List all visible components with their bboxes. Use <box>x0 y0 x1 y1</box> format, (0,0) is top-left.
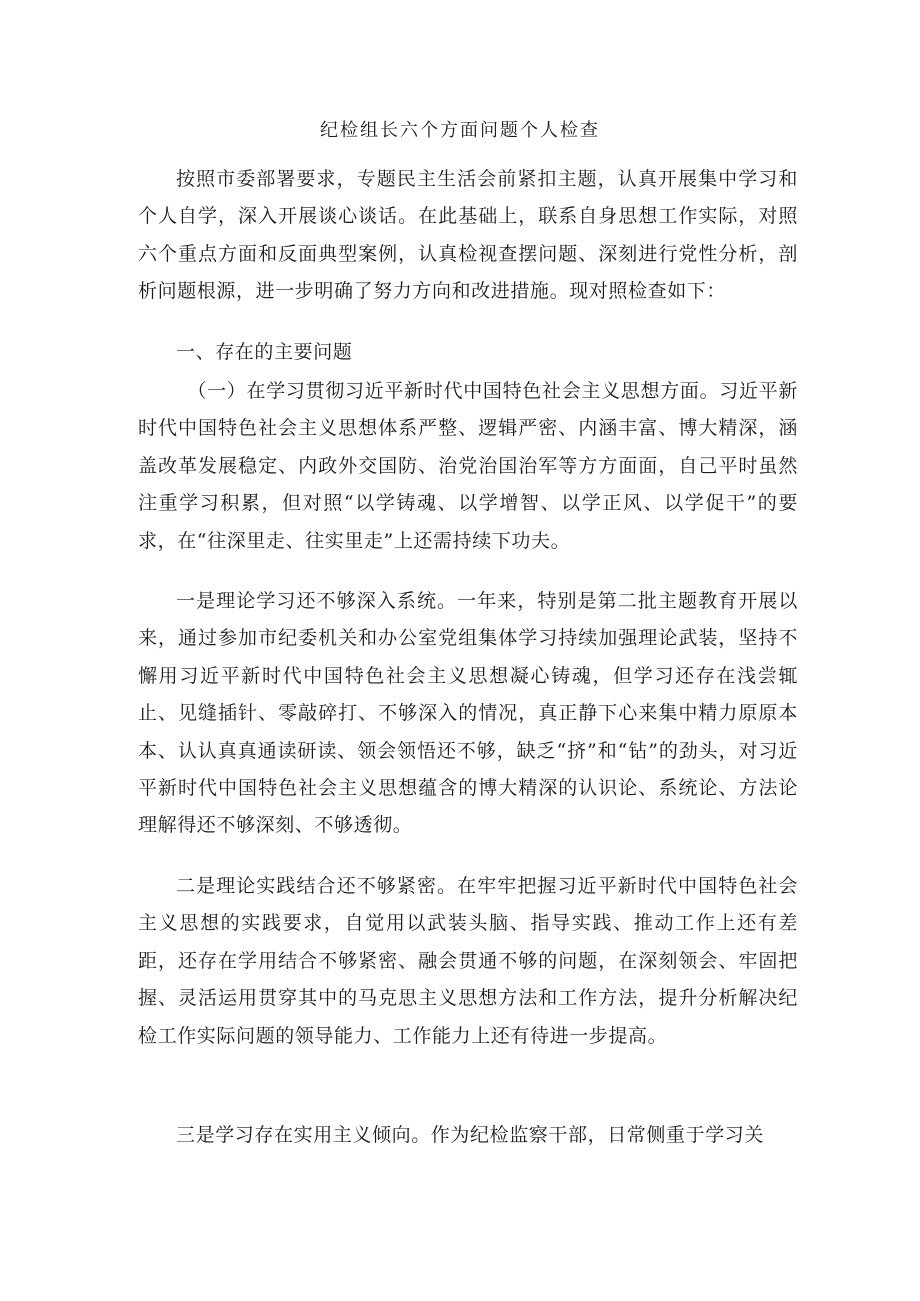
subsection-1-paragraph: （一）在学习贯彻习近平新时代中国特色社会主义思想方面。习近平新时代中国特色社会主义思想体系严整、逻辑严密、内涵丰富、博大精深，涵盖改革发展稳定、内政外交国防、治党治国治军等方方面面，自己平时虽然注重学习积累，但对照“以学铸魂、以学增智、以学正风、以学促干”的要求，在“往深里走、往实里走”上还需持续下功夫。 <box>138 380 798 552</box>
problem-1-paragraph: 一是理论学习还不够深入系统。一年来，特别是第二批主题教育开展以来，通过参加市纪委机关和办公室党组集体学习持续加强理论武装，坚持不懈用习近平新时代中国特色社会主义思想凝心铸魂，但学习还存在浅尝辄止、见缝插针、零敲碎打、不够深入的情况，真正静下心来集中精力原原本本、认认真真通读研读、领会领悟还不够，缺乏“挤”和“钻”的劲头，对习近平新时代中国特色社会主义思想蕴含的博大精深的认识论、系统论、方法论理解得还不够深刻、不够透彻。 <box>138 590 798 837</box>
intro-paragraph: 按照市委部署要求，专题民主生活会前紧扣主题，认真开展集中学习和个人自学，深入开展谈心谈话。在此基础上，联系自身思想工作实际，对照六个重点方面和反面典型案例，认真检视查摆问题、深刻进行党性分析，剖析问题根源，进一步明确了努力方向和改进措施。现对照检查如下： <box>138 168 798 303</box>
problem-3-paragraph: 三是学习存在实用主义倾向。作为纪检监察干部，日常侧重于学习关 <box>176 1124 765 1146</box>
section-heading-main-problems: 一、存在的主要问题 <box>176 341 353 363</box>
document-title: 纪检组长六个方面问题个人检查 <box>320 120 600 141</box>
problem-2-paragraph: 二是理论实践结合还不够紧密。在牢牢把握习近平新时代中国特色社会主义思想的实践要求，自觉用以武装头脑、指导实践、推动工作上还有差距，还存在学用结合不够紧密、融会贯通不够的问题，在深刻领会、牢固把握、灵活运用贯穿其中的马克思主义思想方法和工作方法，提升分析解决纪检工作实际问题的领导能力、工作能力上还有待进一步提高。 <box>138 875 798 1047</box>
